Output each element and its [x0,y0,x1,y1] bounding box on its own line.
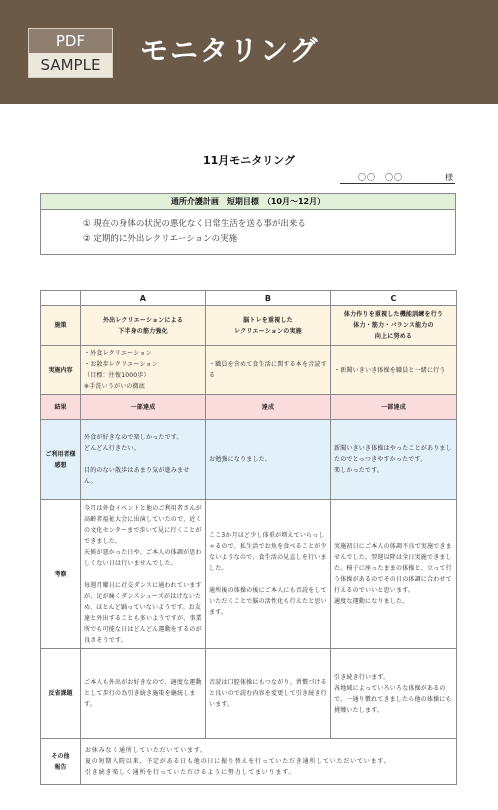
column-header-c: C [331,291,457,306]
pdf-sample-badge [28,28,113,78]
recipient-name: 〇〇 〇〇 [358,173,403,182]
review-issues-row [41,649,457,739]
cell-activities-b: ・職員を含めて食生活に関する本を音読する [206,346,331,395]
cell-review-issues-c: 引き続き行います。 各地域によっていろいろな体操があるので、一通り慣れてきましたら他の体操にも挑戦いたします。 [331,649,457,739]
row-label-review-issues: 反省課題 [41,649,81,739]
column-header-a: A [81,291,206,306]
user-feedback-row [41,420,457,500]
goals-heading: 通所介護計画 短期目標 （10月～12月） [40,193,456,210]
badge-sample-label: SAMPLE [29,53,112,77]
measures-row [41,306,457,346]
cell-result-b: 達成 [206,395,331,420]
cell-result-c: 一部達成 [331,395,457,420]
cell-analysis-c: 実施初日にご本人の体調不良で実施できませんでした。翌週以降は全日実施できました。椅子に座ったままの体操と、立って行う体操があるのでその日の体調に合わせて行えるのでいいと思います。 適度な運動になりました。 [331,500,457,649]
cell-analysis-b: ここ3か月ほど少し体重が増えていらっしゃるので、私生活でお魚を食べることが少ないようなので、食生活の見直しを行いました。 通所後の体操の後にご本人にも音読をしていただくことで脳の活性化も行えたと思います。 [206,500,331,649]
cell-review-issues-b: 音読は口腔体操にもつながり、習慣づけると良いので読む内容を変更して引き続き行います。 [206,649,331,739]
cell-user-feedback-c: 新聞いきいき体操はやったことがありましたのでとっつきやすかったです。 楽しかったです。 [331,420,457,500]
cell-user-feedback-a: 外食が好きなので楽しかったです。 どんどん行きたい。 目的のない散歩はあまり気が進みません。 [81,420,206,500]
badge-pdf-label: PDF [29,29,112,53]
column-header-b: B [206,291,331,306]
row-label-measures: 施策 [41,306,81,346]
activities-row [41,346,457,395]
cell-review-issues-a: ご本人も外出がお好きなので、適度な運動として歩行の為引き続き施策を継続します。 [81,649,206,739]
cell-user-feedback-b: お勉強になりました。 [206,420,331,500]
cell-measures-c: 体力作りを重視した機能訓練を行う 体力・筋力・バランス能力の 向上に努める [331,306,457,346]
cell-result-a: 一部達成 [81,395,206,420]
cell-measures-b: 脳トレを重視した レクリエーションの実施 [206,306,331,346]
row-label-other-report: その他 報告 [41,739,81,785]
short-term-goals [40,193,456,255]
goal-item: ① 現在の身体の状況の悪化なく日常生活を送る事が出来る [83,219,306,229]
row-label-user-feedback: ご利用者様 感想 [41,420,81,500]
cell-analysis-a: 今月は外食イベントと他のご利用者さんが高齢者福祉大会に出演していたので、近くの文化センターまで歩いて見に行くことができました。 天候が悪かった日や、ご本人の体調が思わしくない日は行いませんでした。 毎週月曜日に社交ダンスに通われていますが、足が痛くダンスシューズがはけないため、ほとんど踊っていないようです。お友達と外出することも多いようですが、事業所でも可能な日はどんどん運動をするのが良さそうです。 [81,500,206,649]
cell-measures-a: 外出レクリエーションによる 下半身の筋力強化 [81,306,206,346]
cell-activities-c: ・新聞いきいき体操を職員と一緒に行う [331,346,457,395]
table-header-corner [41,291,81,306]
row-label-activities: 実施内容 [41,346,81,395]
recipient-line [340,172,455,184]
goals-list [40,210,456,255]
cell-other-report: お休みなく通所していただいています。 夏の短期入院以来、予定がある日も他の日に振り替えを行っていただき通所していただいています。 引き続き楽しく通所を行っていただけるように努力してまいります。 [81,739,457,785]
row-label-analysis: 考察 [41,500,81,649]
cell-activities-a: ・外食レクリエーション ・お散歩レクリエーション （目標：往復1000歩） ※手洗いうがいの徹底 [81,346,206,395]
goal-item: ② 定期的に外出レクリエーションの実施 [83,234,238,244]
analysis-row [41,500,457,649]
table-header-row [41,291,457,306]
header-bar [0,0,498,104]
monitoring-table [40,290,457,785]
row-label-result: 結果 [41,395,81,420]
document-title: 11月モニタリング [202,154,296,167]
recipient-honorific: 様 [445,173,453,182]
page-heading: モニタリング [140,34,320,67]
result-row [41,395,457,420]
other-report-row [41,739,457,785]
